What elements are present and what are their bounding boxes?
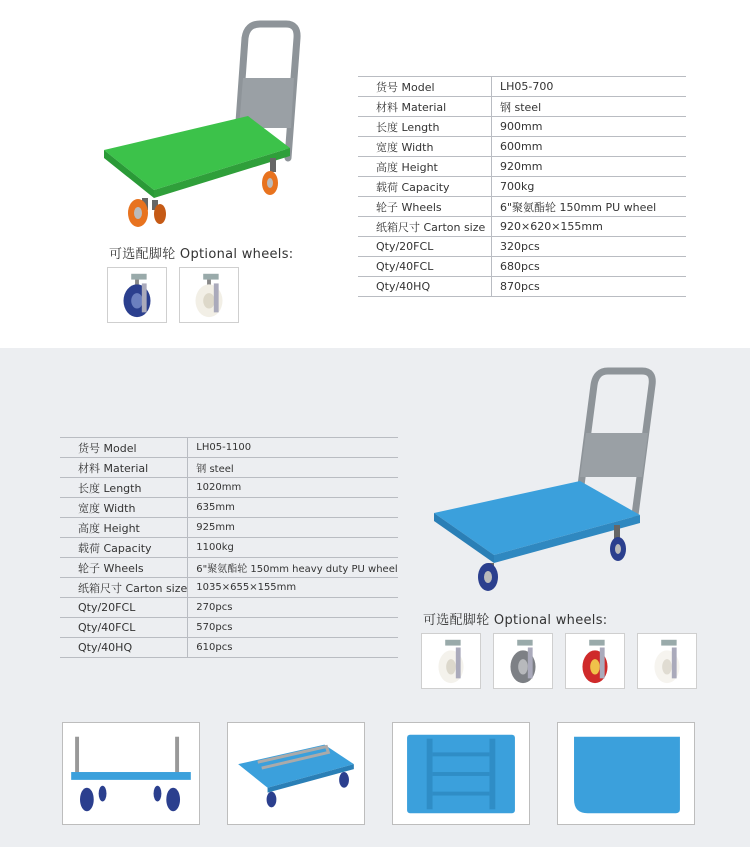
spec-value: 700kg	[492, 177, 687, 197]
spec-value: 680pcs	[492, 257, 687, 277]
spec-value: 900mm	[492, 117, 687, 137]
spec-row	[358, 177, 686, 197]
spec-value: 1020mm	[188, 478, 398, 498]
spec-value: 320pcs	[492, 237, 687, 257]
spec-row	[358, 197, 686, 217]
spec-value: 1100kg	[188, 538, 398, 558]
spec-row	[60, 458, 398, 478]
spec-label: 载荷 Capacity	[60, 538, 188, 558]
spec-label: Qty/40HQ	[60, 638, 188, 658]
spec-value: 270pcs	[188, 598, 398, 618]
spec-label: 轮子 Wheels	[60, 558, 188, 578]
spec-row	[60, 638, 398, 658]
spec-row	[358, 277, 686, 297]
spec-label: 高度 Height	[60, 518, 188, 538]
optional-wheels-title: 可选配脚轮 Optional wheels:	[109, 247, 294, 262]
spec-label: 长度 Length	[358, 117, 492, 137]
spec-label: 纸箱尺寸 Carton size	[358, 217, 492, 237]
wheel-option-grey[interactable]	[493, 633, 553, 689]
spec-label: 材料 Material	[60, 458, 188, 478]
spec-row	[60, 618, 398, 638]
spec-value: 600mm	[492, 137, 687, 157]
wheel-option-white-2[interactable]	[637, 633, 697, 689]
spec-value: 610pcs	[188, 638, 398, 658]
spec-label: 长度 Length	[60, 478, 188, 498]
spec-value: 920×620×155mm	[492, 217, 687, 237]
spec-label: Qty/40HQ	[358, 277, 492, 297]
spec-value: 钢 steel	[188, 458, 398, 478]
spec-row	[60, 438, 398, 458]
spec-label: 宽度 Width	[60, 498, 188, 518]
spec-value: 1035×655×155mm	[188, 578, 398, 598]
spec-value: 635mm	[188, 498, 398, 518]
green-platform-cart-image	[98, 18, 308, 238]
wheel-option-red[interactable]	[565, 633, 625, 689]
spec-label: Qty/40FCL	[60, 618, 188, 638]
spec-label: 货号 Model	[60, 438, 188, 458]
wheel-option-blue[interactable]	[107, 267, 167, 323]
detail-photo-side-view[interactable]	[62, 722, 200, 825]
spec-row	[358, 137, 686, 157]
spec-label: 高度 Height	[358, 157, 492, 177]
spec-label: Qty/40FCL	[358, 257, 492, 277]
spec-row	[358, 237, 686, 257]
spec-row	[358, 257, 686, 277]
spec-value: 570pcs	[188, 618, 398, 638]
blue-platform-cart-image	[430, 365, 660, 595]
spec-row	[60, 558, 398, 578]
spec-label: 载荷 Capacity	[358, 177, 492, 197]
spec-row	[60, 598, 398, 618]
spec-label: 材料 Material	[358, 97, 492, 117]
spec-value: 6"聚氨酯轮 150mm heavy duty PU wheel	[188, 558, 398, 578]
spec-table-product-2	[60, 437, 398, 658]
optional-wheels-title-2: 可选配脚轮 Optional wheels:	[423, 613, 608, 628]
spec-label: Qty/20FCL	[358, 237, 492, 257]
spec-row	[60, 478, 398, 498]
spec-row	[358, 217, 686, 237]
spec-label: Qty/20FCL	[60, 598, 188, 618]
detail-photo-underside[interactable]	[392, 722, 530, 825]
spec-label: 货号 Model	[358, 77, 492, 97]
spec-row	[358, 97, 686, 117]
wheel-option-white[interactable]	[421, 633, 481, 689]
spec-row	[60, 578, 398, 598]
spec-row	[60, 518, 398, 538]
spec-row	[358, 157, 686, 177]
spec-row	[358, 77, 686, 97]
spec-label: 纸箱尺寸 Carton size	[60, 578, 188, 598]
spec-label: 轮子 Wheels	[358, 197, 492, 217]
spec-row	[60, 498, 398, 518]
wheel-option-white[interactable]	[179, 267, 239, 323]
spec-value: 钢 steel	[492, 97, 687, 117]
spec-value: 6"聚氨酯轮 150mm PU wheel	[492, 197, 687, 217]
spec-value: 925mm	[188, 518, 398, 538]
detail-photo-folded-handle[interactable]	[227, 722, 365, 825]
spec-value: 870pcs	[492, 277, 687, 297]
spec-row	[60, 538, 398, 558]
spec-value: LH05-700	[492, 77, 687, 97]
spec-table-product-1	[358, 76, 686, 297]
spec-value: 920mm	[492, 157, 687, 177]
detail-photo-platform-corner[interactable]	[557, 722, 695, 825]
spec-value: LH05-1100	[188, 438, 398, 458]
spec-row	[358, 117, 686, 137]
spec-label: 宽度 Width	[358, 137, 492, 157]
